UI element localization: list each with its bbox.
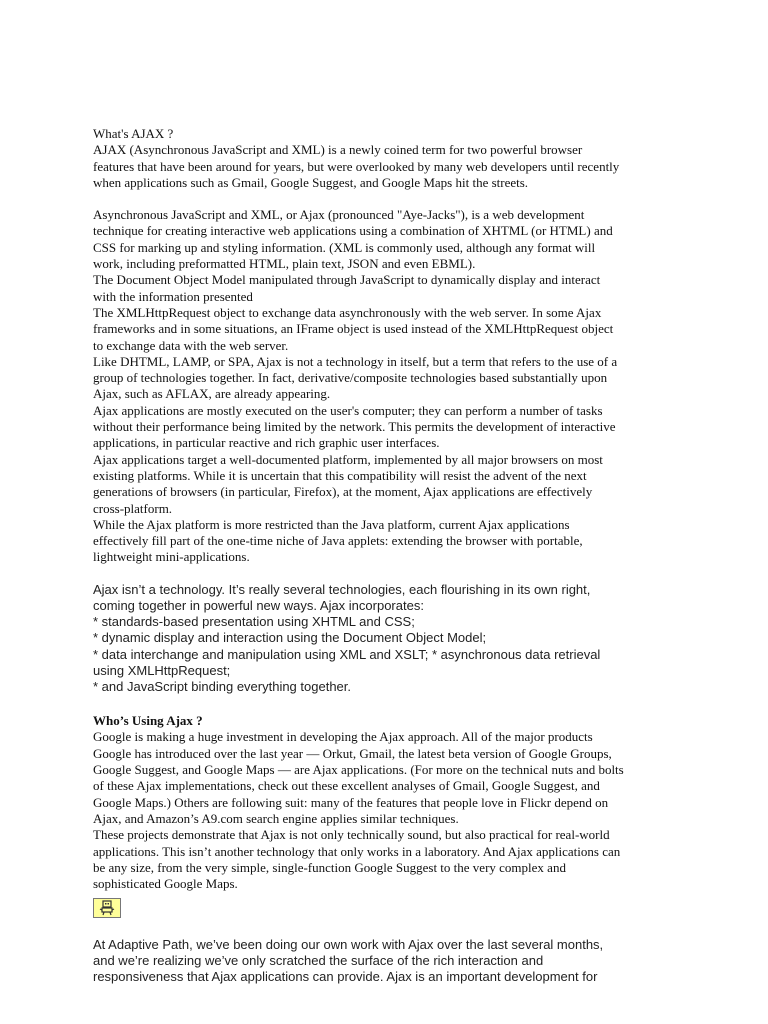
text-line: existing platforms. While it is uncertain that this compatibility will resist the advent of the next	[93, 467, 587, 483]
text-line: effectively fill part of the one-time niche of Java applets: extending the browser with portable,	[93, 533, 583, 549]
intro-paragraph	[93, 126, 673, 191]
text-line: work, including preformatted HTML, plain text, JSON and even EBML).	[93, 256, 476, 272]
text-line: sophisticated Google Maps.	[93, 876, 238, 892]
text-line: Ajax applications are mostly executed on the user's computer; they can perform a number of tasks	[93, 402, 603, 418]
text-line: without their performance being limited by the network. This permits the development of interactive	[93, 419, 616, 435]
text-line: Ajax, and Amazon’s A9.com search engine applies similar techniques.	[93, 810, 459, 826]
document-page	[93, 126, 673, 985]
text-line: These projects demonstrate that Ajax is not only technically sound, but also practical for real-world	[93, 827, 610, 843]
text-line: Google Suggest, and Google Maps — are Ajax applications. (For more on the technical nuts and bolts	[93, 762, 624, 778]
text-line: Asynchronous JavaScript and XML, or Ajax (pronounced "Aye-Jacks"), is a web development	[93, 207, 585, 223]
text-line: and we’re realizing we’ve only scratched the surface of the rich interaction and	[93, 952, 544, 968]
text-line: of these Ajax implementations, check out these excellent analyses of Gmail, Google Suggest, and	[93, 778, 600, 794]
list-item: * and JavaScript binding everything together.	[93, 678, 352, 694]
text-line: with the information presented	[93, 288, 253, 304]
text-line: Like DHTML, LAMP, or SPA, Ajax is not a technology in itself, but a term that refers to the use of a	[93, 353, 618, 369]
list-item: * dynamic display and interaction using the Document Object Model;	[93, 630, 487, 646]
list-item: * data interchange and manipulation using XML and XSLT; * asynchronous data retrieval	[93, 646, 601, 662]
doc-title: What's AJAX ?	[93, 126, 174, 141]
text-line: AJAX (Asynchronous JavaScript and XML) is a newly coined term for two powerful browser	[93, 142, 583, 158]
definition-section	[93, 207, 673, 566]
text-line: to exchange data with the web server.	[93, 337, 289, 353]
text-line: cross-platform.	[93, 500, 173, 516]
whos-using-section	[93, 713, 673, 923]
list-item: using XMLHttpRequest;	[93, 662, 231, 678]
text-line: Google is making a huge investment in developing the Ajax approach. All of the major products	[93, 729, 593, 745]
text-line: lightweight mini-applications.	[93, 549, 250, 565]
text-line: CSS for marking up and styling information. (XML is commonly used, although any format will	[93, 239, 596, 255]
technologies-section	[93, 582, 673, 695]
text-line: applications. This isn’t another technology that only works in a laboratory. And Ajax applications can	[93, 843, 621, 859]
text-line: At Adaptive Path, we’ve been doing our own work with Ajax over the last several months,	[93, 936, 604, 952]
text-line: when applications such as Gmail, Google Suggest, and Google Maps hit the streets.	[93, 174, 529, 190]
text-line: group of technologies together. In fact, derivative/composite technologies based substantially upon	[93, 370, 608, 386]
list-item: * standards-based presentation using XHTML and CSS;	[93, 614, 415, 630]
adaptive-path-section	[93, 937, 673, 986]
text-line: features that have been around for years, but were overlooked by many web developers until recently	[93, 158, 620, 174]
text-line: applications, in particular reactive and rich graphic user interfaces.	[93, 435, 440, 451]
text-line: be any size, from the very simple, single-function Google Suggest to the very complex and	[93, 859, 566, 875]
text-line: Ajax applications target a well-documented platform, implemented by all major browsers on most	[93, 451, 603, 467]
text-line: The Document Object Model manipulated through JavaScript to dynamically display and interact	[93, 272, 601, 288]
embedded-object-icon[interactable]	[93, 898, 121, 918]
text-line: While the Ajax platform is more restricted than the Java platform, current Ajax applications	[93, 516, 570, 532]
text-line: Google has introduced over the last year — Orkut, Gmail, the latest beta version of Google Groups,	[93, 745, 612, 761]
text-line: frameworks and in some situations, an IFrame object is used instead of the XMLHttpRequest object	[93, 321, 614, 337]
text-line: responsiveness that Ajax applications can provide. Ajax is an important development for	[93, 969, 598, 985]
text-line: technique for creating interactive web applications using a combination of XHTML (or HTML) and	[93, 223, 613, 239]
text-line: Ajax, such as AFLAX, are already appearing.	[93, 386, 331, 402]
text-line: generations of browsers (in particular, Firefox), at the moment, Ajax applications are effectively	[93, 484, 593, 500]
section-heading: Who’s Using Ajax ?	[93, 713, 203, 729]
text-line: The XMLHttpRequest object to exchange data asynchronously with the web server. In some Ajax	[93, 304, 602, 320]
text-line: Google Maps.) Others are following suit: many of the features that people love in Flickr depend on	[93, 794, 609, 810]
text-line: coming together in powerful new ways. Ajax incorporates:	[93, 597, 424, 613]
text-line: Ajax isn’t a technology. It’s really several technologies, each flourishing in its own right,	[93, 581, 591, 597]
robot-icon	[98, 900, 116, 916]
